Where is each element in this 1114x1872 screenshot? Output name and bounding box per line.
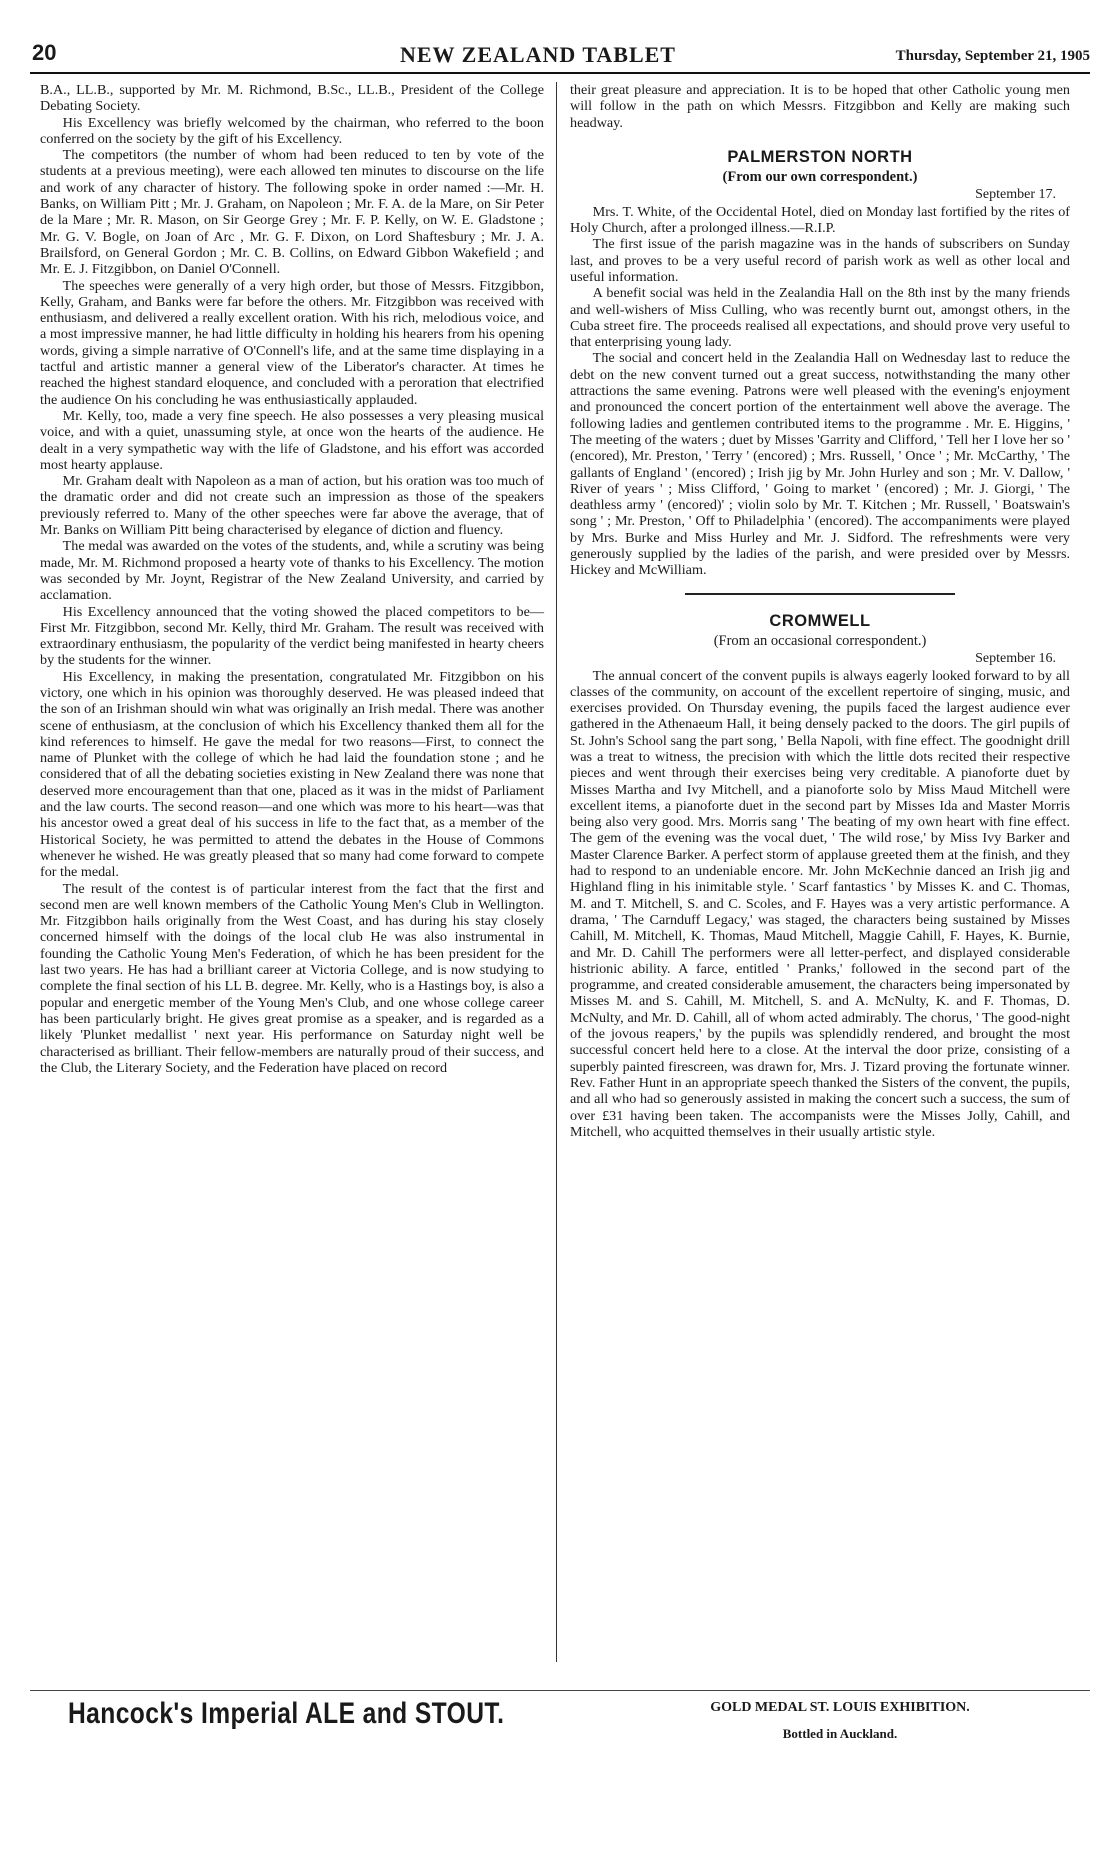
section-correspondent: (From an occasional correspondent.) [713, 632, 927, 649]
masthead-title: NEW ZEALAND TABLET [400, 42, 676, 67]
article-paragraph: His Excellency was briefly welcomed by the chairman, who referred to the boon conferred on the society by the gift of his Excellency. [40, 114, 544, 147]
article-paragraph: The first issue of the parish magazine was in the hands of subscribers on Sunday last, and proves to be a very useful record of parish work as well as other local and useful information. [570, 236, 1070, 285]
exhibition-advertisement [630, 1700, 1050, 1742]
issue-date: Thursday, September 21, 1905 [895, 48, 1090, 64]
article-paragraph: Mr. Graham dealt with Napoleon as a man of action, but his oration was too much of the dramatic order and did not create such an impression as those of the speakers previously referred to. Many of the other speeches were far above the average, that of Mr. Banks on William Pitt being characterised by elegance of diction and fluency. [40, 473, 544, 539]
article-paragraph: His Excellency announced that the voting showed the placed competitors to be—First Mr. Fitzgibbon, second Mr. Kelly, third Mr. Graham. The result was received with extraordinary enthusiasm, the popularity of the verdict being manifested in hearty cheers by the students for the winner. [40, 603, 544, 669]
right-column [570, 82, 1070, 1140]
section-cromwell [570, 613, 1070, 1141]
section-title: PALMERSTON NORTH [727, 147, 913, 166]
section-date: September 16. [975, 651, 1056, 667]
page-number: 20 [32, 40, 57, 65]
page-header [30, 38, 1090, 74]
section-correspondent: (From our own correspondent.) [722, 169, 918, 186]
section-date: September 17. [975, 187, 1056, 203]
ale-advertisement: Hancock's Imperial ALE and STOUT. [68, 1697, 505, 1730]
ad-line-medal: GOLD MEDAL ST. LOUIS EXHIBITION. [710, 1700, 970, 1715]
article-continuation: their great pleasure and appreciation. It is to be hoped that other Catholic young men will follow in the path on which Messrs. Fitzgibbon and Kelly are making such headway. [570, 82, 1070, 131]
article-paragraph: The annual concert of the convent pupils is always eagerly looked forward to by all classes of the community, on account of the excellent repertoire of singing, music, and exercises provided. On Thursday evening, the pupils faced the largest audience ever gathered in the Athenaeum Hall, it being densely packed to the doors. The girl pupils of St. John's School sang the part song, ' Bella Napoli, with fine effect. The goodnight drill was a treat to witness, the precision with which the little dots recited their respective pieces and went through their exercises being very creditable. A pianoforte duet by Misses Martha and Ivy Mitchell, and a pianoforte solo by Miss Maud Mitchell were excellent items, a pianoforte duet in the second part by Misses Ida and Master Morris being also very good. Mrs. Morris sang ' The beating of my own heart with fine effect. The gem of the evening was the vocal duet, ' The wild rose,' by Miss Ivy Barker and Master Clarence Barker. A perfect storm of applause greeted them at the finish, and they had to respond to an undeniable encore. Mr. John McKechnie danced an Irish jig and Highland fling in his inimitable style. ' Scarf fantastics ' by Misses K. and C. Thomas, M. and T. Mitchell, S. and C. Scoles, and F. Hayes was a very artistic performance. A drama, ' The Carnduff Legacy,' was staged, the characters being sustained by Misses Cahill, M. Mitchell, K. Thomas, Maud Mitchell, Maggie Cahill, F. Hayes, K. Burnie, and Mr. D. Cahill The performers were all letter-perfect, and displayed considerable histrionic ability. A farce, entitled ' Pranks,' followed in the second part of the programme, and created considerable amusement, the characters being impersonated by Misses M. and S. Cahill, M. Mitchell, S. and A. McNulty, K. and F. Thomas, D. McNulty, and Mr. D. Cahill, all of whom acted admirably. The chorus, ' The good-night of the jovous reapers,' by the pupils was splendidly rendered, and brought the most successful concert held here to a close. At the interval the door prize, consisting of a superbly painted firescreen, was drawn for, Mrs. J. Tizard proving the fortunate winner. Rev. Father Hunt in an appropriate speech thanked the Sisters of the convent, the pupils, and all who had so generously assisted in making the concert such a success, the sum of over £31 having been taken. The accompanists were the Misses Jolly, Cahill, and Mitchell, who acquitted themselves in their usually artistic style. [570, 667, 1070, 1140]
article-paragraph: His Excellency, in making the presentation, congratulated Mr. Fitzgibbon on his victory, one which in his opinion was thoroughly deserved. He was pleased indeed that the son of an Irishman should win what was originally an Irish medal. There was another scene of enthusiasm, at the conclusion of which his Excellency thanked them all for the kind references to himself. He gave the medal for two reasons—First, to connect the name of Plunket with the college of which he had laid the foundation stone ; and he considered that of all the debating societies existing in New Zealand there was none that deserved more encouragement than that one, placed as it was in the midst of Parliament and the law courts. The second reason—and one which was more to his heart—was that his ancestor owed a great deal of his success in life to the fact that, as a member of the Historical Society, he was permitted to attend the debates in the House of Commons whenever he wished. He was greatly pleased that so many had come forward to compete for the medal. [40, 668, 544, 881]
footer-rule [30, 1690, 1090, 1691]
section-divider [685, 593, 955, 595]
article-paragraph: The competitors (the number of whom had been reduced to ten by vote of the students at a previous meeting), were each allowed ten minutes to discourse on the life and work of any character of history. The following spoke in order named :—Mr. H. Banks, on William Pitt ; Mr. J. Graham, on Napoleon ; Mr. F. A. de la Mare, on Sir Peter de la Mare ; Mr. R. Mason, on Sir George Grey ; Mr. F. P. Kelly, on W. E. Gladstone ; Mr. G. V. Bogle, on Joan of Arc , Mr. G. F. Dixon, on Lord Shaftesbury ; Mr. J. A. Brailsford, on General Gordon ; Mr. C. B. Collins, on Edward Gibbon Wakefield ; and Mr. E. J. Fitzgibbon, on Daniel O'Connell. [40, 147, 544, 278]
column-divider [556, 82, 557, 1662]
article-paragraph: B.A., LL.B., supported by Mr. M. Richmond, B.Sc., LL.B., President of the College Debating Society. [40, 82, 544, 115]
header-rule [30, 72, 1090, 74]
article-paragraph: The result of the contest is of particular interest from the fact that the first and second men are well known members of the Catholic Young Men's Club in Wellington. Mr. Fitzgibbon hails originally from the West Coast, and has during his stay closely concerned himself with the doings of the local club He was also instrumental in founding the Catholic Young Men's Federation, of which he has been president for the last two years. He has had a brilliant career at Victoria College, and is now studying to complete the final section of his LL B. degree. Mr. Kelly, who is a Hastings boy, is also a popular and energetic member of the Young Men's Club, and one whose college career has been particularly bright. He gives great promise as a speaker, and is regarded as a likely 'Plunket medallist ' next year. His performance on Saturday night well be characterised as brilliant. Their fellow-members are naturally proud of their success, and the Club, the Literary Society, and the Federation have placed on record [40, 880, 544, 1076]
article-paragraph: Mrs. T. White, of the Occidental Hotel, died on Monday last fortified by the rites of Holy Church, after a prolonged illness.—R.I.P. [570, 203, 1070, 237]
ad-line-bottled: Bottled in Auckland. [782, 1726, 898, 1741]
article-paragraph: A benefit social was held in the Zealandia Hall on the 8th inst by the many friends and well-wishers of Miss Culling, who was recently burnt out, amongst others, in the Cuba street fire. The proceeds realised all expectations, and should prove very useful to that enterprising young lady. [570, 285, 1070, 351]
section-palmerston-north [570, 149, 1070, 579]
left-column [40, 82, 544, 1076]
article-paragraph: Mr. Kelly, too, made a very fine speech. He also possesses a very pleasing musical voice, and with a quiet, unassuming style, at once won the hearts of the audience. He dealt in a very sympathetic way with the life of Gladstone, and his effort was accorded most hearty applause. [40, 407, 544, 473]
article-paragraph: The speeches were generally of a very high order, but those of Messrs. Fitzgibbon, Kelly, Graham, and Banks were far before the others. Mr. Fitzgibbon was received with enthusiasm, and delivered a really excellent oration. With his rich, melodious voice, and a most impressive manner, he had little difficulty in holding his hearers from his opening words, giving a simple narrative of O'Connell's life, and at the same time displaying in a tactful and artistic manner a general view of the Liberator's character. At times he reached the highest standard eloquence, and concluded with a peroration that electrified the audience On his concluding he was enthusiastically applauded. [40, 277, 544, 408]
section-title: CROMWELL [769, 611, 871, 630]
article-paragraph: The social and concert held in the Zealandia Hall on Wednesday last to reduce the debt on the new convent turned out a great success, notwithstanding the many other attractions the same evening. Patrons were well pleased with the evening's enjoyment and pronounced the concert portion of the entertainment well above the average. The following ladies and gentlemen contributed items to the programme . Mr. E. Higgins, ' The meeting of the waters ; duet by Misses 'Garrity and Clifford, ' Tell her I love her so ' (encored), Mr. Preston, ' Terry ' (encored) ; Mrs. Russell, ' Once ' ; Mr. McCarthy, ' The gallants of England ' (encored) ; Irish jig by Mr. John Hurley and son ; Mr. V. Dallow, ' River of years ' ; Miss Clifford, ' Going to market ' (encored) ; Mr. J. Giorgi, ' The deathless army ' (encored)' ; violin solo by Mr. T. Kitchen ; Mr. Russell, ' Boatswain's song ' ; Mr. Preston, ' Off to Philadelphia ' (encored). The accompaniments were played by Mrs. Burke and Miss Hurley and Mr. J. Sidford. The refreshments were very generously supplied by the ladies of the parish, and were presided over by Messrs. Hickey and McWilliam. [570, 350, 1070, 579]
article-paragraph: The medal was awarded on the votes of the students, and, while a scrutiny was being made, Mr. M. Richmond proposed a hearty vote of thanks to his Excellency. The motion was seconded by Mr. Joynt, Registrar of the New Zealand University, and carried by acclamation. [40, 538, 544, 604]
